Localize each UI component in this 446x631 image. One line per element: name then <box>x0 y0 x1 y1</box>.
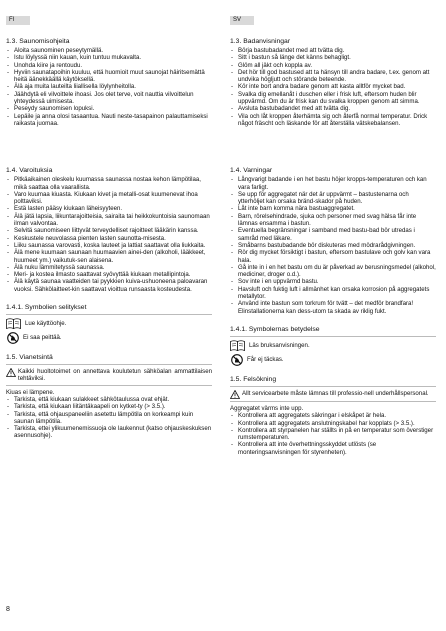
list-item: - Tarkista, että kiukaan sulakkeet sähkötaulussa ovat ehjät. <box>6 396 212 403</box>
warning-text: Allt servicearbete måste lämnas till professio-nell underhållspersonal. <box>242 389 429 397</box>
list-item: - Varo kuumaa kiuasta. Kiukaan kivet ja metalli-osat kuumenevat ihoa polttaviksi. <box>6 191 212 206</box>
list-item: - Börja bastubadandet med att tvätta dig. <box>230 47 436 54</box>
list-item: - Älä käytä saunaa vaatteiden tai pyykkien kuiva-ushuoneena paloavaran vuoksi. Sähkölaitteet-kin saattavat vioittua runsaasta kosteudesta. <box>6 278 212 293</box>
service-warning <box>6 368 212 383</box>
list-item: - Aloita saunominen peseytymällä. <box>6 47 212 54</box>
symbol-read-manual <box>6 318 212 329</box>
list-item: - Kontrollera att aggregatets säkringar i elskåpet är hela. <box>230 412 436 419</box>
section-troubleshooting-sv <box>230 376 436 456</box>
list-item: - Estä lasten pääsy kiukaan läheisyyteen. <box>6 205 212 212</box>
divider <box>230 401 436 402</box>
symbol-no-cover <box>6 332 212 344</box>
do-not-cover-icon <box>231 354 243 366</box>
warning-text: Kaikki huoltotoimet on annettava koulutetun sähköalan ammattilaisen tehtäviksi. <box>18 368 212 383</box>
list-item: - Peseydy saunomisen lopuksi. <box>6 105 212 112</box>
section-symbols-fi <box>6 304 212 344</box>
bathing-instructions-list <box>6 47 212 127</box>
list-item: - Eventuella begränsningar i samband med bastu-bad bör utredas i samråd med läkare. <box>230 227 436 242</box>
list-item: - Pitkäaikainen oleskelu kuumassa saunassa nostaa kehon lämpötilaa, mikä saattaa olla vaarallista. <box>6 176 212 191</box>
symbol-description: Ei saa peittää. <box>23 334 62 342</box>
list-item: - Tarkista, että ohjauspaneeliin asetettu lämpötila on korkeampi kuin saunan lämpötila. <box>6 411 212 426</box>
divider <box>6 314 212 315</box>
list-item: - Barn, rörelsehindrade, sjuka och personer med svag hälsa får inte lämnas ensamma i bastun. <box>230 213 436 228</box>
section-title: 1.3. Saunomisohjeita <box>6 38 70 45</box>
column-fi <box>6 38 212 440</box>
problem-statement: Aggregatet värms inte upp. <box>230 404 304 412</box>
list-item: - Keskustele neuvolassa pienten lasten saunotta-misesta. <box>6 235 212 242</box>
list-item: - Avsluta bastubadandet med att tvätta dig. <box>230 105 436 112</box>
service-warning <box>230 390 436 399</box>
divider <box>230 386 436 387</box>
language-tag-fi: FI <box>6 16 30 25</box>
list-item: - Selvitä saunomiseen liittyvät terveydelliset rajoitteet lääkärin kanssa. <box>6 227 212 234</box>
list-item: - Meri- ja kostea ilmasto saattavat syövyttää kiukaan metallipintoja. <box>6 271 212 278</box>
section-title: 1.4. Varningar <box>230 167 273 175</box>
page-number: 8 <box>6 606 10 613</box>
section-bathing-instructions-sv <box>230 38 436 127</box>
troubleshooting-list <box>6 396 212 440</box>
list-item: - Lepäile ja anna olosi tasaantua. Nauti neste-tasapainon palauttamiseksi raikasta juomaa. <box>6 113 212 128</box>
section-title: 1.3. Badanvisningar <box>230 38 291 45</box>
list-item: - Vila och låt kroppen återhämta sig och återfå normal temperatur. Drick något fräscht och läskande för att återställa vätskebalansen. <box>230 113 436 128</box>
list-item: - Hyviin saunatapoihin kuuluu, että huomioit muut saunojat häiritsemättä heitä äänekkäällä käytöksellä. <box>6 69 212 84</box>
list-item: - Sov inte i en uppvärmd bastu. <box>230 278 436 285</box>
symbol-read-manual <box>230 340 436 351</box>
symbol-description: Får ej täckas. <box>247 356 284 364</box>
list-item: - Älä mene kuumaan saunaan huumaavien ainei-den (alkoholi, lääkkeet, huumeet ym.) vaikutuk-sen alaisena. <box>6 249 212 264</box>
section-title: 1.4. Varoituksia <box>6 167 53 175</box>
do-not-cover-icon <box>7 332 19 344</box>
list-item: - Havsluft och fuktig luft i allmänhet kan orsaka korrosion på aggregatets metallytor. <box>230 286 436 301</box>
list-item: - Gå inte in i en het bastu om du är påverkad av berusningsmedel (alkohol, mediciner, droger o.d.). <box>230 264 436 279</box>
open-book-icon <box>6 318 21 329</box>
list-item: - Älä aja muita lauteilta liiallisella löylynheitolla. <box>6 83 212 90</box>
list-item: - Svalka dig emellanåt i duschen eller i frisk luft, eftersom huden blir uppvärmd. Om du är frisk kan du svalka kroppen genom att simma. <box>230 91 436 106</box>
section-title: 1.4.1. Symbolien selitykset <box>6 304 87 312</box>
list-item: - Liiku saunassa varovasti, koska lauteet ja lattiat saattavat olla liukkaita. <box>6 242 212 249</box>
section-title: 1.4.1. Symbolernas betydelse <box>230 325 320 333</box>
list-item: - Istu löylyssä niin kauan, kuin tuntuu mukavalta. <box>6 54 212 61</box>
problem-statement: Kiuas ei lämpene. <box>6 388 55 396</box>
list-item: - Det hör till god bastused att ta hänsyn till andra badare, t.ex. genom att undvika högljutt och störande beteende. <box>230 69 436 84</box>
list-item: - Använd inte bastun som torkrum för tvätt – det medför brandfara! Elinstallationerna kan dess-utom ta skada av riklig fukt. <box>230 300 436 315</box>
section-title: 1.5. Vianetsintä <box>6 354 53 362</box>
divider <box>6 385 212 386</box>
troubleshooting-list <box>230 412 436 456</box>
list-item: - Sitt i bastun så länge det känns behagligt. <box>230 54 436 61</box>
section-warnings-fi <box>6 167 212 293</box>
warnings-list <box>6 176 212 293</box>
column-sv <box>230 38 436 456</box>
list-item: - Låt inte barn komma nära bastuaggregatet. <box>230 205 436 212</box>
list-item: - Kontrollera att aggregatets anslutningskabel har kopplats (> 3.5.). <box>230 420 436 427</box>
list-item: - Älä jätä lapsia, liikuntarajoitteisia, sairaita tai heikkokuntoisia saunomaan ilman valvontaa. <box>6 213 212 228</box>
list-item: - Glöm all jäkt och koppla av. <box>230 62 436 69</box>
list-item: - Småbarns bastubadande bör diskuteras med mödrarådgivningen. <box>230 242 436 249</box>
warning-triangle-icon <box>230 390 240 399</box>
open-book-icon <box>230 340 245 351</box>
symbol-description: Lue käyttöohje. <box>25 319 67 327</box>
list-item: - Tarkista, ettei ylikuumenemissuoja ole laukennut (katso ohjauskeskuksen asennusohje). <box>6 425 212 440</box>
list-item: - Älä nuku lämmitetyssä saunassa. <box>6 264 212 271</box>
divider <box>230 336 436 337</box>
section-symbols-sv <box>230 326 436 366</box>
section-troubleshooting-fi <box>6 354 212 440</box>
section-warnings-sv <box>230 167 436 315</box>
warnings-list <box>230 176 436 315</box>
list-item: - Rör dig mycket försiktigt i bastun, eftersom bastulave och golv kan vara hala. <box>230 249 436 264</box>
warning-triangle-icon <box>6 368 16 377</box>
section-title: 1.5. Felsökning <box>230 375 277 383</box>
list-item: - Långvarigt badande i en het bastu höjer kropps-temperaturen och kan vara farligt. <box>230 176 436 191</box>
list-item: - Unohda kiire ja rentoudu. <box>6 62 212 69</box>
divider <box>6 364 212 365</box>
symbol-description: Läs bruksanvisningen. <box>249 341 310 349</box>
symbol-no-cover <box>230 354 436 366</box>
list-item: - Kontrollera att styrpanelen har ställts in på en temperatur som överstiger rumstemperaturen. <box>230 427 436 442</box>
list-item: - Kontrollera att inte överhettningsskyddet utlösts (se monteringsanvisningen för styrenheten). <box>230 441 436 456</box>
language-tag-sv: SV <box>230 16 254 25</box>
list-item: - Se upp för aggregatet när det är uppvärmt – bastustenarna och ytterhöljet kan orsaka bränd-skador på huden. <box>230 191 436 206</box>
list-item: - Tarkista, että kiukaan liitäntäkaapeli on kytket-ty (> 3.5.). <box>6 403 212 410</box>
bathing-instructions-list <box>230 47 436 127</box>
list-item: - Jäähdytä eli vilvoittele ihoasi. Jos olet terve, voit nauttia vilvoittelun yhteydessä uimisesta. <box>6 91 212 106</box>
list-item: - Kör inte bort andra badare genom att kasta alltför mycket bad. <box>230 83 436 90</box>
section-bathing-instructions-fi <box>6 38 212 127</box>
